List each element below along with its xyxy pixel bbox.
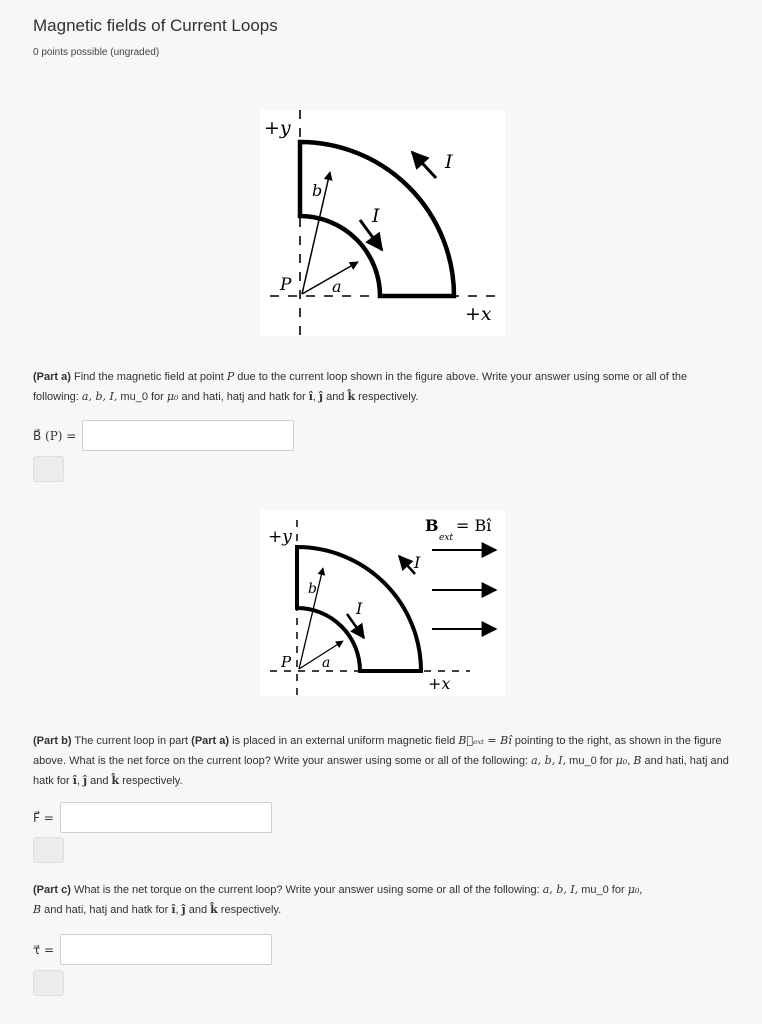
mu0: μ₀ — [166, 390, 179, 403]
part-a-answer-input[interactable] — [82, 420, 294, 451]
vars: a, b, I, — [542, 883, 579, 896]
j-hat: ĵ — [83, 774, 88, 787]
part-a-text: and — [323, 391, 348, 403]
j-hat: ĵ — [319, 390, 324, 403]
part-b-answer-input[interactable] — [60, 802, 272, 833]
i-hat: î — [171, 903, 176, 916]
mu0: μ₀ — [627, 883, 640, 896]
sep: , — [312, 391, 320, 403]
part-a-text: Find the magnetic field at point — [73, 371, 227, 383]
y-axis-label: +y — [268, 527, 292, 547]
x-axis-label: +x — [428, 674, 451, 693]
part-a-answer-row — [33, 420, 294, 451]
part-b-text: respectively. — [119, 775, 183, 787]
current-outer-label: I — [414, 553, 421, 572]
current-outer-arrow — [399, 556, 415, 574]
part-c-answer-label: τ⃗ = — [33, 942, 55, 957]
part-a-text: respectively. — [355, 391, 419, 403]
part-c-text: mu_0 for — [578, 884, 628, 896]
part-b-tag: (Part b) — [33, 735, 72, 747]
part-b-question — [33, 731, 733, 791]
point-p-label: P — [281, 653, 292, 671]
i-hat: î — [72, 774, 77, 787]
field-label-b: B — [425, 516, 439, 535]
part-b-text: and — [87, 775, 112, 787]
current-outer-label: I — [445, 151, 453, 173]
part-a-submit-button[interactable] — [33, 456, 64, 482]
part-c-submit-button[interactable] — [33, 970, 64, 996]
var-b: B — [633, 754, 642, 767]
part-c-text: What is the net torque on the current loop? Write your answer using some or all of the following: — [70, 884, 543, 896]
var-b: B — [33, 903, 42, 916]
radius-b-label: b — [312, 181, 323, 200]
radius-a-label: a — [322, 655, 331, 671]
part-c-answer-input[interactable] — [60, 934, 272, 965]
mu0: μ₀ — [615, 754, 628, 767]
point-p-label: P — [280, 275, 292, 295]
radius-a-label: a — [332, 277, 342, 296]
part-b-tag-inline: (Part a) — [191, 735, 230, 747]
field-label-rhs: = Bî — [456, 516, 492, 535]
b-ext: B⃗ₑₓₜ = Bî — [458, 734, 512, 747]
sep: , — [175, 904, 182, 916]
part-b-answer-row — [33, 802, 272, 833]
part-c-text: and hati, hatj and hatk for — [41, 904, 172, 916]
part-b-text: The current loop in part — [71, 735, 192, 747]
current-inner-label: I — [372, 205, 380, 227]
radius-a-line — [299, 641, 343, 669]
current-loop-diagram — [260, 110, 505, 336]
part-c-tag: (Part c) — [33, 884, 71, 896]
k-hat: k̂ — [210, 903, 218, 916]
part-b-text: pointing to the right, as shown in the figure above. What is the net force on the current loop? Write your answer using some or all of the following: — [33, 735, 722, 767]
part-c-text: respectively. — [217, 904, 282, 916]
current-outer-arrow — [412, 152, 436, 178]
problem-title: Magnetic fields of Current Loops — [33, 16, 278, 35]
i-hat: î — [308, 390, 313, 403]
y-axis-label: +y — [264, 117, 291, 139]
vars: a, b, — [531, 754, 556, 767]
field-label-sub: ext — [439, 533, 454, 543]
part-c-text: and — [185, 904, 211, 916]
loop-in-external-field-figure — [260, 510, 505, 696]
part-a-text: due to the current loop shown in the figure above. Write your answer using some or all of the following: — [33, 371, 688, 403]
x-axis-label: +x — [465, 303, 492, 325]
part-a-answer-label: B⃗ (P) = — [33, 428, 77, 443]
var-p: P — [226, 370, 235, 383]
j-hat: ĵ — [181, 903, 186, 916]
part-a-question — [33, 367, 733, 407]
loop-in-field-diagram — [260, 510, 505, 696]
part-b-answer-label: F⃗ = — [33, 810, 54, 825]
radius-a-line — [302, 262, 358, 294]
part-b-text: and hati, hatj and hatk for — [33, 755, 729, 787]
part-b-text: mu_0 for — [566, 755, 616, 767]
radius-b-label: b — [308, 581, 317, 597]
points-label: 0 points possible (ungraded) — [33, 47, 160, 58]
part-b-submit-button[interactable] — [33, 837, 64, 863]
part-c-answer-row — [33, 934, 272, 965]
part-c-question — [33, 880, 733, 920]
current-loop-figure — [260, 110, 505, 336]
sep: , — [639, 884, 643, 896]
sep: , — [76, 775, 84, 787]
vars: I, — [558, 754, 567, 767]
part-a-text: mu_0 for — [117, 391, 167, 403]
sep: , — [627, 755, 634, 767]
part-a-text: and hati, hatj and hatk for — [178, 391, 309, 403]
part-a-tag: (Part a) — [33, 371, 71, 383]
k-hat: k̂ — [347, 390, 356, 403]
k-hat: k̂ — [111, 774, 120, 787]
part-b-text: is placed in an external uniform magnetic field — [229, 735, 459, 747]
vars: a, b, I, — [81, 390, 118, 403]
current-inner-label: I — [356, 599, 363, 618]
